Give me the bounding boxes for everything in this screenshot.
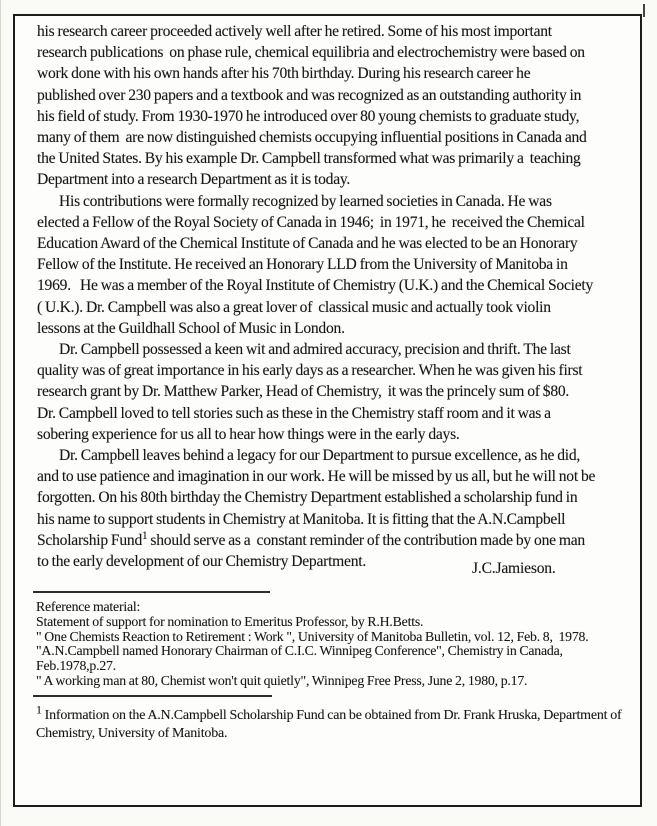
text-line: Scholarship Fund$^1$ should serve as a constant reminder of the contribution made by one man [37, 529, 585, 549]
text-line: research publications on phase rule, chemical equilibria and electrochemistry were based on [37, 44, 585, 62]
footnote-divider-line [33, 695, 272, 697]
text-line: lessons at the Guildhall School of Music in London. [37, 319, 345, 337]
footnote-marker: 1 [36, 702, 42, 717]
text-line: $^1$ Information on the A.N.Campbell Scholarship Fund can be obtained from Dr. Frank Hruska, Department of [36, 702, 622, 723]
text-line: elected a Fellow of the Royal Society of Canada in 1946; in 1971, he received the Chemical [37, 213, 585, 231]
text-line: Dr. Campbell loved to tell stories such as these in the Chemistry staff room and it was a [37, 404, 551, 422]
reference-divider-line [33, 591, 270, 593]
text-line: Statement of support for nomination to Emeritus Professor, by R.H.Betts. [36, 613, 424, 629]
text-line: ( U.K.). Dr. Campbell was also a great lover of classical music and actually took violin [37, 298, 551, 316]
text-line: to the early development of our Chemistry Department. [37, 553, 366, 571]
text-line: His contributions were formally recognized by learned societies in Canada. He was [59, 192, 552, 210]
footnote-marker: 1 [142, 529, 148, 542]
footnote [36, 702, 638, 743]
text-line: quality was of great importance in his early days as a researcher. When he was given his first [37, 362, 583, 380]
text-line: " One Chemists Reaction to Retirement : Work ", University of Manitoba Bulletin, vol. 12, Feb. 8, 1978. [36, 628, 589, 644]
text-line: Fellow of the Institute. He received an Honorary LLD from the University of Manitoba in [37, 256, 568, 274]
scan-edge-line [0, 0, 1, 826]
text-line: the United States. By his example Dr. Campbell transformed what was primarily a teaching [37, 150, 581, 168]
scan-artifact-line [643, 4, 645, 17]
signature: J.C.Jamieson. [472, 560, 556, 577]
text-line: Dr. Campbell possessed a keen wit and admired accuracy, precision and thrift. The last [59, 341, 571, 359]
text-line: his research career proceeded actively well after he retired. Some of his most important [37, 23, 552, 40]
text-line: Chemistry, University of Manitoba. [36, 726, 228, 741]
text-line: work done with his own hands after his 70th birthday. During his research career he [37, 65, 531, 83]
text-line: his name to support students in Chemistry at Manitoba. It is fitting that the A.N.Campbell [37, 510, 566, 528]
text-line: Reference material: [36, 599, 141, 614]
text-line: and to use patience and imagination in our work. He will be missed by us all, but he will not be [37, 468, 596, 486]
reference-list [36, 600, 636, 689]
text-line: "A.N.Campbell named Honorary Chairman of C.I.C. Winnipeg Conference", Chemistry in Canada, [36, 643, 563, 659]
obituary-body-text [37, 21, 637, 572]
text-line: research grant by Dr. Matthew Parker, Head of Chemistry, it was the princely sum of $80. [37, 383, 570, 401]
text-line: " A working man at 80, Chemist won't quit quietly", Winnipeg Free Press, June 2, 1980, p.17. [36, 672, 528, 688]
text-line: his field of study. From 1930-1970 he introduced over 80 young chemists to graduate study, [37, 107, 580, 125]
text-line: many of them are now distinguished chemists occupying influential positions in Canada and [37, 129, 587, 147]
text-line: sobering experience for us all to hear how things were in the early days. [37, 425, 460, 443]
text-line: Education Award of the Chemical Institute of Canada and he was elected to be an Honorary [37, 235, 578, 253]
text-line: published over 230 papers and a textbook and was recognized as an outstanding authority in [37, 86, 582, 104]
text-line: forgotten. On his 80th birthday the Chemistry Department established a scholarship fund in [37, 489, 578, 507]
text-line: Department into a research Department as it is today. [37, 171, 351, 189]
text-line: Feb.1978,p.27. [36, 658, 116, 674]
text-line: 1969. He was a member of the Royal Institute of Chemistry (U.K.) and the Chemical Society [37, 277, 594, 295]
text-line: Dr. Campbell leaves behind a legacy for our Department to pursue excellence, as he did, [59, 447, 581, 465]
